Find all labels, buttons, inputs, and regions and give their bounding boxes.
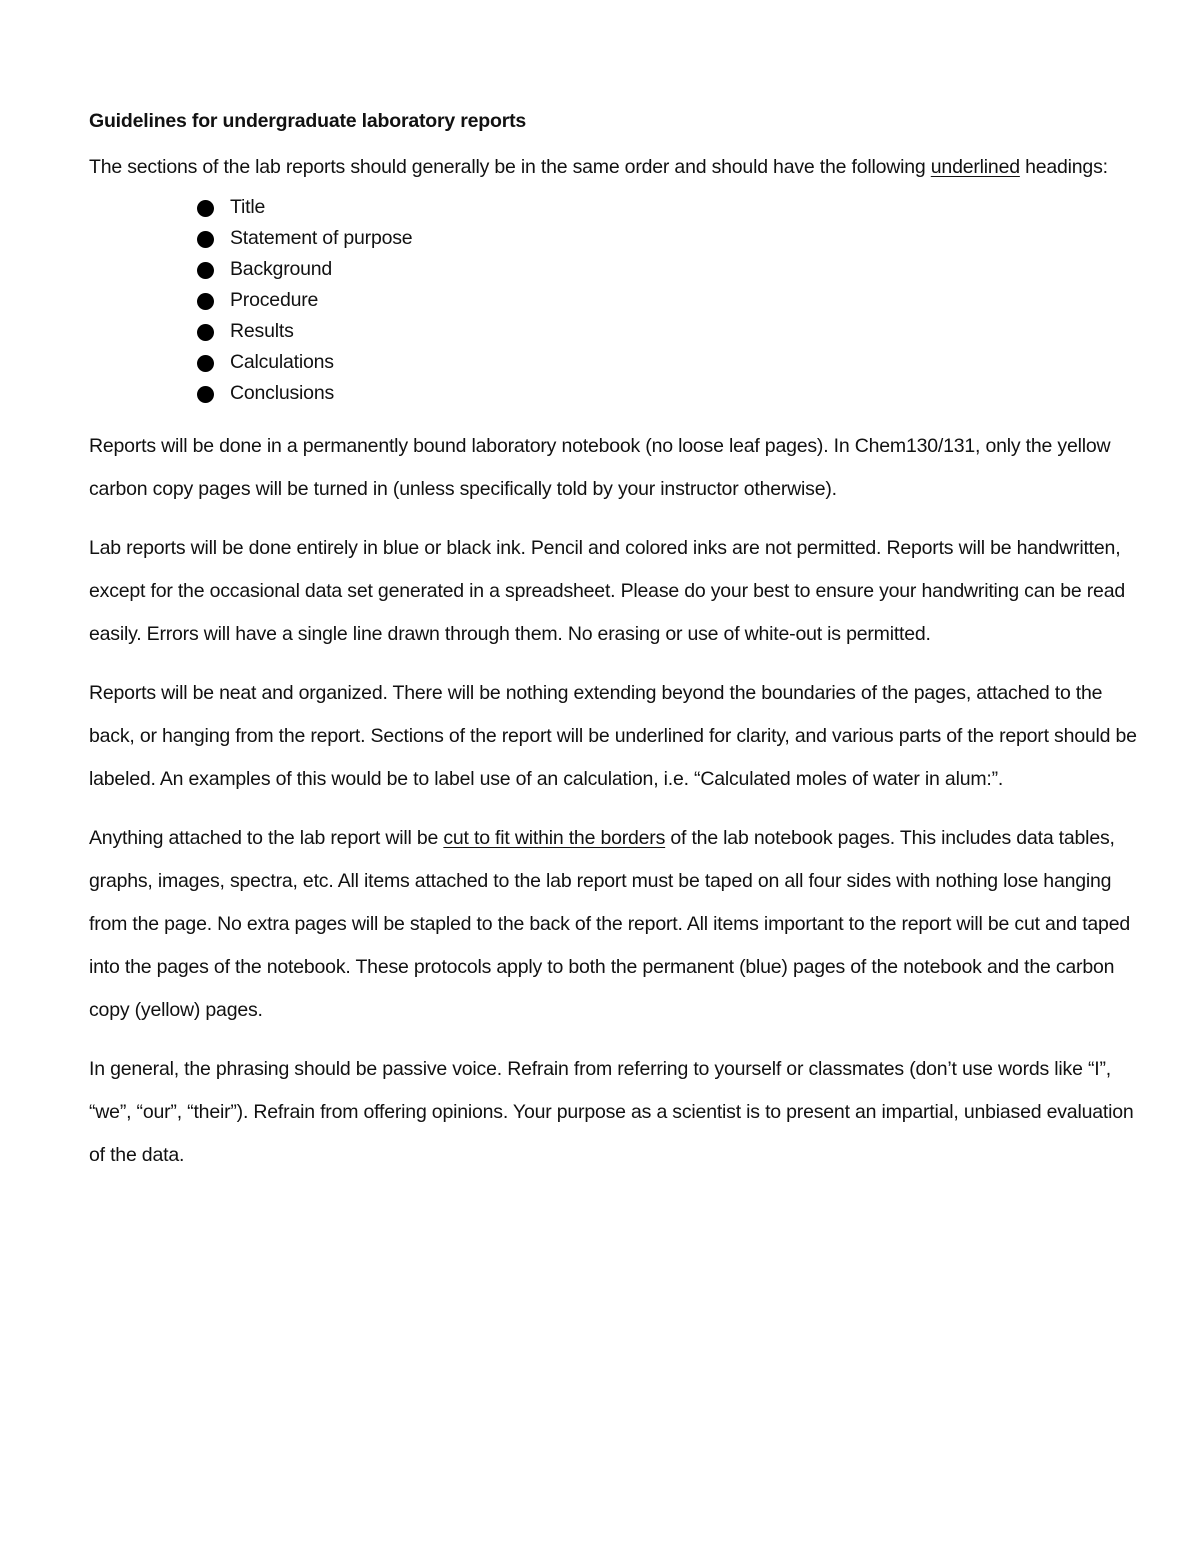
attachments-paragraph — [89, 817, 1139, 1032]
list-item-label: Background — [230, 258, 333, 280]
list-item — [197, 347, 1139, 378]
document-title: Guidelines for undergraduate laboratory reports — [89, 110, 527, 132]
bullet-icon — [197, 355, 214, 372]
bullet-icon — [197, 386, 214, 403]
attachments-text-before: Anything attached to the lab report will be — [89, 827, 444, 849]
list-item-label: Title — [230, 196, 266, 218]
intro-underlined-word: underlined — [930, 156, 1020, 178]
bullet-icon — [197, 262, 214, 279]
intro-paragraph — [89, 152, 1139, 183]
headings-list — [89, 192, 1139, 409]
bullet-icon — [197, 200, 214, 217]
list-item — [197, 192, 1139, 223]
attachments-text-after: of the lab notebook pages. This includes data tables, graphs, images, spectra, etc. All items attached to the lab report must be taped on all four sides with nothing lose hanging from the page. No extra pages will be stapled to the back of the report. All items important to the report will be cut and taped into the pages of the notebook. These protocols apply to both the permanent (blue) pages of the notebook and the carbon copy (yellow) pages. — [89, 827, 1130, 1021]
list-item-label: Calculations — [230, 351, 334, 373]
bullet-icon — [197, 293, 214, 310]
list-item-label: Conclusions — [230, 382, 335, 404]
attachments-underlined-phrase: cut to fit within the borders — [443, 827, 666, 849]
organization-paragraph: Reports will be neat and organized. There will be nothing extending beyond the boundaries of the pages, attached to the back, or hanging from the report. Sections of the report will be underlined for clarity, and various parts of the report should be labeled. An examples of this would be to label use of an calculation, i.e. “Calculated moles of water in alum:”. — [89, 682, 1137, 790]
ink-paragraph: Lab reports will be done entirely in blue or black ink. Pencil and colored inks are not permitted. Reports will be handwritten, except for the occasional data set generated in a spreadsheet. Please do your best to ensure your handwriting can be read easily. Errors will have a single line drawn through them. No erasing or use of white-out is permitted. — [89, 537, 1125, 645]
list-item — [197, 378, 1139, 409]
list-item — [197, 254, 1139, 285]
document-page — [89, 106, 1139, 1193]
list-item-label: Statement of purpose — [230, 227, 413, 249]
notebook-paragraph: Reports will be done in a permanently bound laboratory notebook (no loose leaf pages). In Chem130/131, only the yellow carbon copy pages will be turned in (unless specifically told by your instructor otherwise). — [89, 435, 1111, 500]
voice-paragraph: In general, the phrasing should be passive voice. Refrain from referring to yourself or classmates (don’t use words like “I”, “we”, “our”, “their”). Refrain from offering opinions. Your purpose as a scientist is to present an impartial, unbiased evaluation of the data. — [89, 1058, 1134, 1166]
list-item-label: Procedure — [230, 289, 319, 311]
list-item — [197, 285, 1139, 316]
list-item-label: Results — [230, 320, 294, 342]
bullet-icon — [197, 231, 214, 248]
list-item — [197, 316, 1139, 347]
intro-text-after: headings: — [1019, 156, 1108, 178]
intro-text-before: The sections of the lab reports should generally be in the same order and should have the following — [89, 156, 931, 178]
list-item — [197, 223, 1139, 254]
bullet-icon — [197, 324, 214, 341]
